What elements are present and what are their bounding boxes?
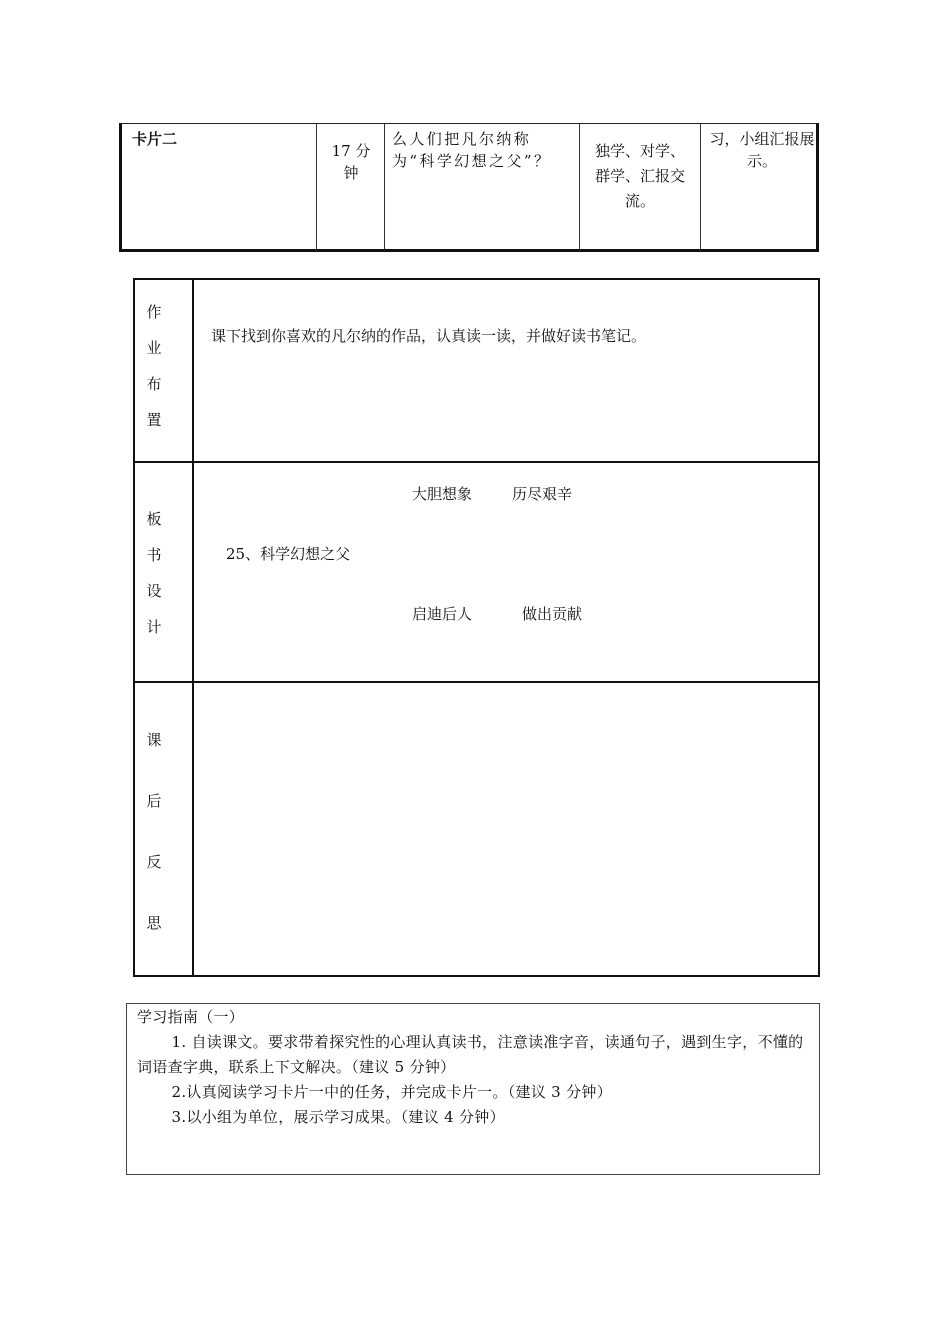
board-center-title: 25、科学幻想之父 [226, 545, 351, 563]
column-divider [316, 124, 317, 249]
board-bottom-right: 做出贡献 [522, 605, 583, 623]
board-bottom-left: 启迪后人 [412, 605, 473, 623]
card-method: 独学、对学、群学、汇报交流。 [594, 142, 685, 210]
study-guide-item: 1. 自读课文。要求带着探究性的心理认真读书，注意读准字音，读通句子，遇到生字，不懂的词语查字典，联系上下文解决。（建议 5 分钟） [137, 1033, 804, 1076]
study-guide-title: 学习指南（一） [137, 1008, 245, 1026]
lesson-plan-table: 作 业 布 置 课下找到你喜欢的凡尔纳的作品，认真读一读，并做好读书笔记。 板 书 设 计 大胆想象 历尽艰辛 25、科学幻想之父 启迪后人 做出贡献 课 后 反 思 [133, 278, 820, 977]
column-divider [579, 124, 580, 249]
label-column-divider [192, 280, 194, 975]
card-two-table [119, 123, 819, 252]
row-divider [135, 461, 818, 463]
study-guide-item: 2.认真阅读学习卡片一中的任务，并完成卡片一。（建议 3 分钟） [171, 1083, 612, 1101]
study-guide-box [126, 1003, 820, 1175]
board-top-right: 历尽艰辛 [512, 485, 573, 503]
board-top-left: 大胆想象 [412, 485, 473, 503]
card-question: 么人们把凡尔纳称为“科学幻想之父”？ [392, 130, 552, 170]
row-divider [135, 681, 818, 683]
card-time: 17 分钟 [331, 142, 371, 182]
study-guide-item: 3.以小组为单位，展示学习成果。（建议 4 分钟） [171, 1108, 505, 1126]
column-divider [384, 124, 385, 249]
card-result: 习，小组汇报展示。 [709, 130, 815, 170]
column-divider [700, 124, 701, 249]
homework-content: 课下找到你喜欢的凡尔纳的作品，认真读一读，并做好读书笔记。 [211, 327, 647, 345]
card-title: 卡片二 [132, 130, 178, 148]
